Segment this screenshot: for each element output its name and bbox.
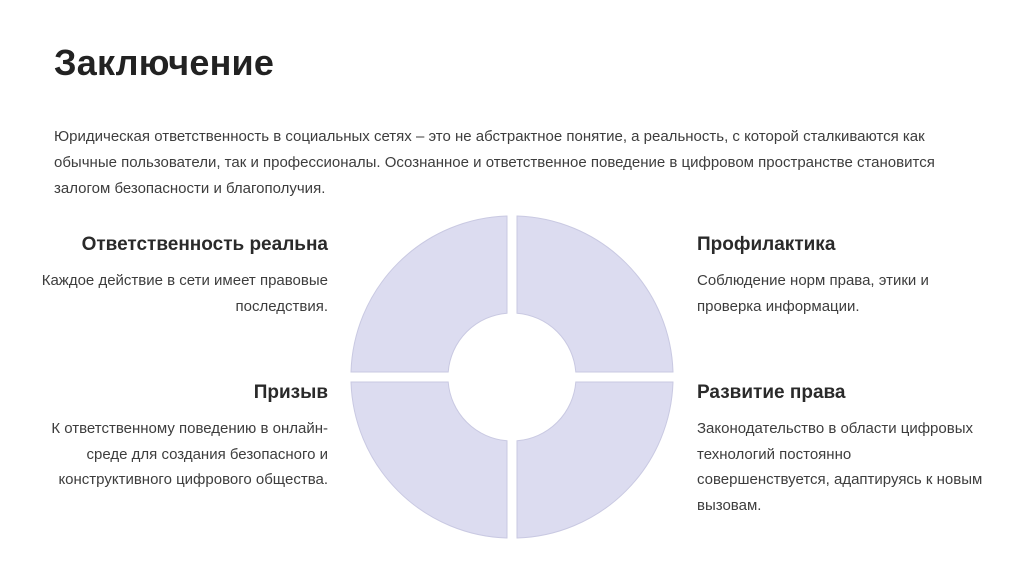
block-prevention-heading: Профилактика: [697, 234, 836, 255]
ring-segment-bottom-right: [517, 382, 673, 538]
block-responsibility-text: Каждое действие в сети имеет правовые последствия.: [41, 272, 328, 315]
block-law-development-heading: Развитие права: [697, 382, 846, 403]
intro-paragraph: Юридическая ответственность в социальных сетях – это не абстрактное понятие, а реальность, с которой сталкиваются как обычные пользователи, так и профессионалы. Осознанное и ответственное поведение в цифровом пространстве становится залогом безопасности и благополучия.: [54, 128, 935, 197]
block-law-development: [697, 382, 987, 518]
block-responsibility-heading: Ответственность реальна: [81, 234, 328, 255]
block-call-text: К ответственному поведению в онлайн-среде для создания безопасного и конструктивного цифрового общества.: [51, 420, 328, 488]
block-responsibility: [38, 234, 328, 319]
block-prevention: [697, 234, 987, 319]
ring-segment-bottom-left: [351, 382, 507, 538]
page-title: Заключение: [54, 42, 275, 83]
block-prevention-text: Соблюдение норм права, этики и проверка информации.: [697, 272, 929, 315]
quadrant-ring-diagram: [345, 210, 679, 544]
block-law-development-text: Законодательство в области цифровых технологий постоянно совершенствуется, адаптируясь к новым вызовам.: [697, 420, 983, 514]
ring-segment-top-left: [351, 216, 507, 372]
ring-segment-top-right: [517, 216, 673, 372]
block-call: [38, 382, 328, 493]
block-call-heading: Призыв: [253, 382, 328, 403]
